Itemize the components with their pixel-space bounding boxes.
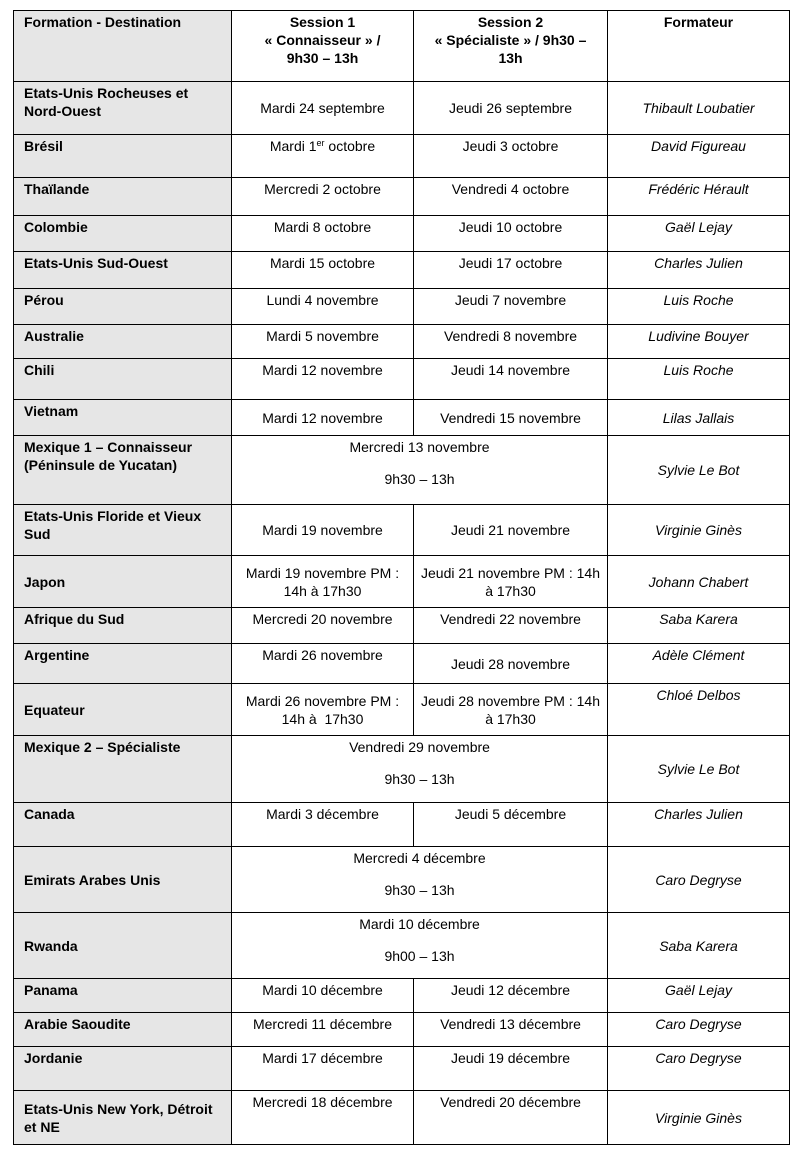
session2-cell: Jeudi 7 novembre <box>414 289 608 325</box>
table-row <box>14 608 790 644</box>
destination-cell: Vietnam <box>14 400 232 436</box>
trainer-cell: David Figureau <box>608 135 790 178</box>
session2-cell: Jeudi 14 novembre <box>414 359 608 400</box>
trainer-cell: Ludivine Bouyer <box>608 325 790 359</box>
session2-cell: Jeudi 28 novembre PM : 14h à 17h30 <box>414 684 608 736</box>
header-session2: Session 2 « Spécialiste » / 9h30 – 13h <box>414 11 608 82</box>
trainer-cell: Caro Degryse <box>608 1047 790 1091</box>
destination-cell: Equateur <box>14 684 232 736</box>
session1-cell: Mercredi 18 décembre <box>232 1091 414 1145</box>
destination-cell: Jordanie <box>14 1047 232 1091</box>
training-schedule-table <box>13 10 790 1145</box>
session2-cell: Jeudi 5 décembre <box>414 803 608 847</box>
merged-time: 9h30 – 13h <box>384 471 455 487</box>
destination-cell: Colombie <box>14 216 232 252</box>
session2-cell: Vendredi 15 novembre <box>414 400 608 436</box>
merged-date: Mercredi 13 novembre <box>349 439 490 455</box>
merged-time: 9h00 – 13h <box>384 948 455 964</box>
session1-cell: Mercredi 2 octobre <box>232 178 414 216</box>
session2-cell: Vendredi 8 novembre <box>414 325 608 359</box>
table-row <box>14 736 790 803</box>
merged-time: 9h30 – 13h <box>384 882 455 898</box>
session1-cell: Mardi 10 décembre <box>232 979 414 1013</box>
merged-session-cell <box>232 847 608 913</box>
destination-cell: Thaïlande <box>14 178 232 216</box>
table-row <box>14 400 790 436</box>
header-trainer: Formateur <box>608 11 790 82</box>
destination-cell: Japon <box>14 556 232 608</box>
session2-cell: Jeudi 21 novembre PM : 14h à 17h30 <box>414 556 608 608</box>
table-row <box>14 436 790 505</box>
table-row <box>14 1091 790 1145</box>
trainer-cell: Gaël Lejay <box>608 216 790 252</box>
table-row <box>14 684 790 736</box>
trainer-cell: Johann Chabert <box>608 556 790 608</box>
destination-cell: Panama <box>14 979 232 1013</box>
merged-time: 9h30 – 13h <box>384 771 455 787</box>
destination-cell: Brésil <box>14 135 232 178</box>
trainer-cell: Virginie Ginès <box>608 1091 790 1145</box>
table-row <box>14 505 790 556</box>
destination-cell: Mexique 2 – Spécialiste <box>14 736 232 803</box>
destination-cell: Etats-Unis New York, Détroit et NE <box>14 1091 232 1145</box>
session2-cell: Jeudi 26 septembre <box>414 82 608 135</box>
table-row <box>14 1047 790 1091</box>
destination-cell: Afrique du Sud <box>14 608 232 644</box>
session1-cell: Mardi 19 novembre PM : 14h à 17h30 <box>232 556 414 608</box>
table-row <box>14 359 790 400</box>
session1-month: octobre <box>324 138 376 154</box>
trainer-cell: Charles Julien <box>608 803 790 847</box>
table-row <box>14 135 790 178</box>
destination-cell: Canada <box>14 803 232 847</box>
destination-cell: Argentine <box>14 644 232 684</box>
session2-cell: Jeudi 19 décembre <box>414 1047 608 1091</box>
merged-date: Mercredi 4 décembre <box>353 850 486 866</box>
session2-cell: Jeudi 17 octobre <box>414 252 608 289</box>
table-row <box>14 325 790 359</box>
trainer-cell: Saba Karera <box>608 913 790 979</box>
session1-cell: Mardi 26 novembre PM : 14h à 17h30 <box>232 684 414 736</box>
trainer-cell: Adèle Clément <box>608 644 790 684</box>
table-row <box>14 644 790 684</box>
header-session1: Session 1 « Connaisseur » / 9h30 – 13h <box>232 11 414 82</box>
table-row <box>14 556 790 608</box>
session1-cell: Mardi 17 décembre <box>232 1047 414 1091</box>
trainer-cell: Caro Degryse <box>608 847 790 913</box>
destination-cell: Pérou <box>14 289 232 325</box>
session1-cell: Mardi 3 décembre <box>232 803 414 847</box>
destination-cell: Australie <box>14 325 232 359</box>
merged-date: Vendredi 29 novembre <box>349 739 490 755</box>
trainer-cell: Saba Karera <box>608 608 790 644</box>
destination-cell: Etats-Unis Floride et Vieux Sud <box>14 505 232 556</box>
session1-cell: Mardi 5 novembre <box>232 325 414 359</box>
destination-cell: Etats-Unis Sud-Ouest <box>14 252 232 289</box>
destination-cell: Mexique 1 – Connaisseur (Péninsule de Yucatan) <box>14 436 232 505</box>
trainer-cell: Caro Degryse <box>608 1013 790 1047</box>
trainer-cell: Gaël Lejay <box>608 979 790 1013</box>
trainer-cell: Frédéric Hérault <box>608 178 790 216</box>
table-row <box>14 216 790 252</box>
session1-cell: Mardi 8 octobre <box>232 216 414 252</box>
merged-session-cell <box>232 736 608 803</box>
table-row <box>14 82 790 135</box>
trainer-cell: Charles Julien <box>608 252 790 289</box>
destination-cell: Emirats Arabes Unis <box>14 847 232 913</box>
table-row <box>14 913 790 979</box>
merged-session-cell <box>232 436 608 505</box>
session2-cell: Jeudi 10 octobre <box>414 216 608 252</box>
session1-cell <box>232 135 414 178</box>
session1-cell: Mardi 26 novembre <box>232 644 414 684</box>
session2-cell: Jeudi 12 décembre <box>414 979 608 1013</box>
table-row <box>14 847 790 913</box>
session2-cell: Jeudi 28 novembre <box>414 644 608 684</box>
trainer-cell: Sylvie Le Bot <box>608 436 790 505</box>
header-row <box>14 11 790 82</box>
merged-session-cell <box>232 913 608 979</box>
destination-cell: Rwanda <box>14 913 232 979</box>
trainer-cell: Lilas Jallais <box>608 400 790 436</box>
session2-cell: Vendredi 22 novembre <box>414 608 608 644</box>
header-destination: Formation - Destination <box>14 11 232 82</box>
trainer-cell: Chloé Delbos <box>608 684 790 736</box>
trainer-cell: Virginie Ginès <box>608 505 790 556</box>
ordinal-suffix: er <box>316 138 325 148</box>
session1-cell: Mercredi 20 novembre <box>232 608 414 644</box>
table-row <box>14 803 790 847</box>
session1-cell: Mardi 12 novembre <box>232 359 414 400</box>
session1-cell: Mercredi 11 décembre <box>232 1013 414 1047</box>
destination-cell: Chili <box>14 359 232 400</box>
table-row <box>14 289 790 325</box>
session2-cell: Jeudi 3 octobre <box>414 135 608 178</box>
merged-date: Mardi 10 décembre <box>359 916 480 932</box>
trainer-cell: Sylvie Le Bot <box>608 736 790 803</box>
trainer-cell: Luis Roche <box>608 359 790 400</box>
session1-cell: Mardi 24 septembre <box>232 82 414 135</box>
trainer-cell: Thibault Loubatier <box>608 82 790 135</box>
trainer-cell: Luis Roche <box>608 289 790 325</box>
table-row <box>14 1013 790 1047</box>
session1-cell: Mardi 15 octobre <box>232 252 414 289</box>
table-row <box>14 979 790 1013</box>
session1-cell: Mardi 12 novembre <box>232 400 414 436</box>
session2-cell: Vendredi 20 décembre <box>414 1091 608 1145</box>
session1-cell: Mardi 19 novembre <box>232 505 414 556</box>
session1-day: Mardi 1 <box>269 138 317 154</box>
session2-cell: Jeudi 21 novembre <box>414 505 608 556</box>
table-row <box>14 178 790 216</box>
session2-cell: Vendredi 4 octobre <box>414 178 608 216</box>
destination-cell: Arabie Saoudite <box>14 1013 232 1047</box>
session1-cell: Lundi 4 novembre <box>232 289 414 325</box>
destination-cell: Etats-Unis Rocheuses et Nord-Ouest <box>14 82 232 135</box>
session2-cell: Vendredi 13 décembre <box>414 1013 608 1047</box>
table-row <box>14 252 790 289</box>
